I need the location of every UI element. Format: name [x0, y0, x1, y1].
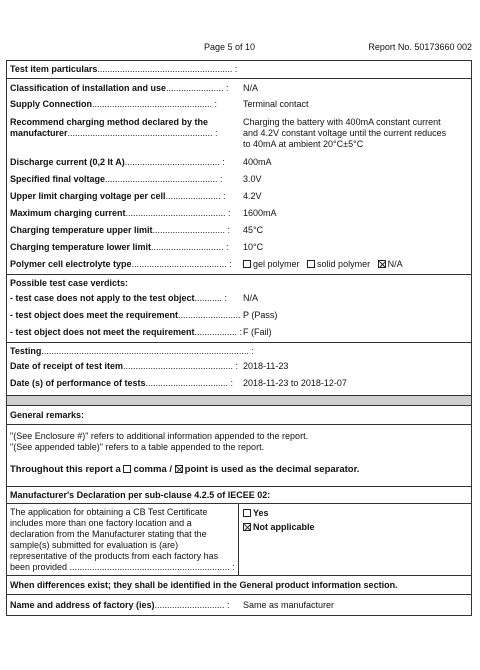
- label-discharge: Discharge current (0,2 It A): [10, 157, 125, 167]
- dots: ............................ :: [154, 600, 230, 610]
- dots: ............................................. :: [105, 174, 223, 184]
- row-test-item-particulars: [7, 61, 471, 78]
- label-general-remarks: General remarks:: [10, 410, 85, 420]
- sep-text-a: Throughout this report a: [10, 464, 121, 475]
- label-electrolyte: Polymer cell electrolyte type: [10, 259, 132, 269]
- row-factory: [7, 594, 471, 615]
- row-declaration-body: [7, 503, 471, 575]
- label-verdict-fail: - test object does not meet the requirement: [10, 327, 195, 337]
- dots: ................................. :: [145, 378, 234, 388]
- value-verdict-na: N/A: [243, 293, 259, 303]
- label-testing: Testing: [10, 346, 42, 356]
- label-upper-voltage: Upper limit charging voltage per cell: [10, 191, 166, 201]
- row-date-performance: [7, 375, 471, 394]
- row-classification: [7, 78, 471, 96]
- label-verdict-na: - test case does not apply to the test object: [10, 293, 195, 303]
- column-divider: [238, 504, 239, 575]
- label-na: N/A: [387, 259, 403, 269]
- decimal-separator-line: [10, 464, 359, 475]
- dots: ....................... :: [166, 83, 229, 93]
- dots: ................................................................................... :: [41, 346, 254, 356]
- dots: ...................................... :: [131, 259, 232, 269]
- label-differences: When differences exist; they shall be identified in the General product information section.: [10, 580, 398, 590]
- row-supply-connection: [7, 96, 471, 114]
- page-number: Page 5 of 10: [204, 42, 256, 52]
- value-temp-lower: 10°C: [243, 242, 264, 252]
- value-receipt: 2018-11-23: [243, 361, 289, 371]
- remark-enclosure: "(See Enclosure #)" refers to additional information appended to the report.: [10, 431, 309, 441]
- row-upper-voltage: [7, 188, 471, 205]
- dots: ........................................ :: [125, 208, 231, 218]
- value-classification: N/A: [243, 83, 259, 93]
- row-discharge-current: [7, 154, 471, 171]
- row-verdicts: [7, 274, 471, 290]
- label-declaration: Manufacturer's Declaration per sub-clause 4.2.5 of IECEE 02:: [10, 490, 271, 500]
- label-supply: Supply Connection: [10, 99, 92, 109]
- label-performance: Date (s) of performance of tests: [10, 378, 146, 388]
- label-not-applicable: Not applicable: [253, 522, 315, 532]
- row-verdict-na: [7, 290, 471, 307]
- label-final-voltage: Specified final voltage: [10, 174, 106, 184]
- label-temp-lower: Charging temperature lower limit: [10, 242, 152, 252]
- test-report-table: [6, 60, 472, 616]
- value-performance: 2018-11-23 to 2018-12-07: [243, 378, 347, 388]
- dots: ...................... :: [165, 191, 226, 201]
- label-max-current: Maximum charging current: [10, 208, 126, 218]
- checkbox-gel-polymer[interactable]: [243, 260, 251, 268]
- label-receipt: Date of receipt of test item: [10, 361, 124, 371]
- checkbox-na-checked[interactable]: [378, 260, 386, 268]
- value-verdict-fail: F (Fail): [243, 327, 272, 337]
- page-header: [8, 42, 472, 56]
- value-supply: Terminal contact: [243, 99, 309, 109]
- dots: ...................................................... :: [97, 64, 238, 74]
- dots: ............................................ :: [123, 361, 239, 371]
- dots: ................. :: [194, 327, 243, 337]
- declaration-line-1: The application for obtaining a CB Test Certificate: [10, 507, 208, 517]
- label-classification: Classification of installation and use: [10, 83, 167, 93]
- value-factory: Same as manufacturer: [243, 600, 335, 610]
- label-verdict-pass: - test object does meet the requirement: [10, 310, 179, 320]
- declaration-line-4: sample(s) submitted for evaluation is (are): [10, 540, 179, 550]
- row-temp-lower: [7, 239, 471, 256]
- label-solid-polymer: solid polymer: [317, 259, 371, 269]
- row-differences: [7, 575, 471, 594]
- label-temp-upper: Charging temperature upper limit: [10, 225, 153, 235]
- dots: .......................................................... :: [67, 128, 218, 138]
- value-recommend-2: and 4.2V constant voltage until the current reduces: [243, 128, 447, 138]
- remark-appended-table: "(See appended table)" refers to a table appended to the report.: [10, 442, 265, 452]
- label-yes: Yes: [253, 508, 269, 518]
- row-general-remarks-body: [7, 424, 471, 486]
- label-recommend-2: manufacturer: [10, 128, 68, 138]
- checkbox-comma[interactable]: [123, 465, 131, 473]
- checkbox-not-applicable-checked[interactable]: [243, 523, 251, 531]
- row-final-voltage: [7, 171, 471, 188]
- label-verdicts: Possible test case verdicts:: [10, 278, 129, 288]
- row-declaration-title: [7, 486, 471, 503]
- dots: ........... :: [194, 293, 228, 303]
- declaration-line-6: been provided ................................................................ :: [10, 562, 235, 572]
- value-upper-voltage: 4.2V: [243, 191, 262, 201]
- dots: ......................... :: [178, 310, 246, 320]
- row-testing: [7, 342, 471, 358]
- label-gel-polymer: gel polymer: [253, 259, 300, 269]
- row-verdict-fail: [7, 324, 471, 341]
- checkbox-yes[interactable]: [243, 509, 251, 517]
- row-recommend-charging: [7, 114, 471, 154]
- value-temp-upper: 45°C: [243, 225, 264, 235]
- row-max-current: [7, 205, 471, 222]
- row-electrolyte-type: [7, 256, 471, 273]
- row-verdict-pass: [7, 307, 471, 324]
- checkbox-solid-polymer[interactable]: [307, 260, 315, 268]
- value-discharge: 400mA: [243, 157, 272, 167]
- report-number: Report No. 50173660 002: [368, 42, 472, 52]
- checkbox-point-checked[interactable]: [175, 465, 183, 473]
- dots: ............................. :: [152, 225, 231, 235]
- electrolyte-options: [243, 259, 403, 269]
- dots: ................................................ :: [92, 99, 218, 109]
- row-temp-upper: [7, 222, 471, 239]
- row-date-receipt: [7, 358, 471, 375]
- value-verdict-pass: P (Pass): [243, 310, 278, 320]
- row-general-remarks-title: [7, 405, 471, 424]
- declaration-line-3: declaration from the Manufacturer stating that the: [10, 529, 207, 539]
- value-final-voltage: 3.0V: [243, 174, 262, 184]
- label-factory: Name and address of factory (ies): [10, 600, 155, 610]
- value-max-current: 1600mA: [243, 208, 277, 218]
- value-recommend-3: to 40mA at ambient 20°C±5°C: [243, 139, 364, 149]
- sep-text-b: comma /: [133, 464, 173, 475]
- dots: ...................................... :: [124, 157, 225, 167]
- label-recommend-1: Recommend charging method declared by the: [10, 117, 209, 127]
- value-recommend-1: Charging the battery with 400mA constant current: [243, 117, 441, 127]
- dots: ............................. :: [151, 242, 229, 252]
- declaration-line-2: includes more than one factory location and a: [10, 518, 192, 528]
- label-test-item-particulars: Test item particulars: [10, 64, 98, 74]
- declaration-line-5: representative of the products from each factory has: [10, 551, 219, 561]
- separator-band: [7, 395, 471, 405]
- sep-text-c: point is used as the decimal separator.: [184, 464, 360, 475]
